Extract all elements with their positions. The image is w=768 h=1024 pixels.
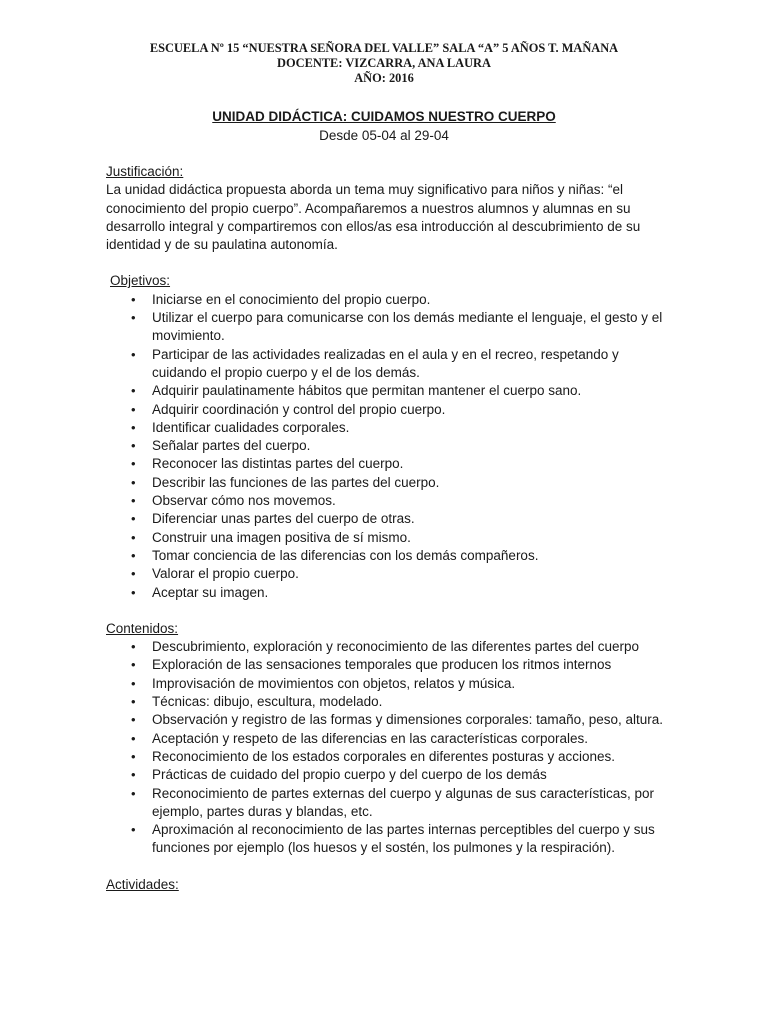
spacer: [106, 602, 676, 620]
unit-title-text: UNIDAD DIDÁCTICA: CUIDAMOS NUESTRO CUERPO: [212, 109, 556, 124]
list-item: • Tomar conciencia de las diferencias con los demás compañeros.: [106, 547, 676, 565]
list-item: • Adquirir paulatinamente hábitos que permitan mantener el cuerpo sano.: [106, 382, 676, 400]
list-item: • Aceptar su imagen.: [106, 584, 676, 602]
spacer: [106, 858, 676, 876]
year-line: AÑO: 2016: [354, 71, 414, 85]
list-item: • Técnicas: dibujo, escultura, modelado.: [106, 693, 676, 711]
list-item: • Valorar el propio cuerpo.: [106, 565, 676, 583]
list-item: • Describir las funciones de las partes del cuerpo.: [106, 474, 676, 492]
justificacion-text: La unidad didáctica propuesta aborda un tema muy significativo para niños y niñas: “el conocimiento del propio cuerpo”. Acompañaremos a nuestros alumnos y alumnas en su desarrollo integral y compartiremos con ellos/as esa introducción al descubrimiento de su identidad y de su paulatina autonomía.: [106, 182, 641, 253]
list-item: • Observación y registro de las formas y dimensiones corporales: tamaño, peso, altura.: [106, 711, 676, 729]
unit-title: [0, 108, 768, 126]
date-range: Desde 05-04 al 29-04: [319, 128, 449, 143]
actividades-heading: Actividades:: [106, 876, 179, 892]
list-item: • Reconocer las distintas partes del cuerpo.: [106, 455, 676, 473]
list-item: • Iniciarse en el conocimiento del propio cuerpo.: [106, 291, 676, 309]
document-body: [106, 163, 676, 894]
justificacion-heading: Justificación:: [106, 164, 184, 179]
list-item: • Improvisación de movimientos con objetos, relatos y música.: [106, 675, 676, 693]
list-item: • Prácticas de cuidado del propio cuerpo y del cuerpo de los demás: [106, 766, 676, 784]
spacer: [106, 254, 676, 272]
list-item: • Exploración de las sensaciones temporales que producen los ritmos internos: [106, 656, 676, 674]
list-item: • Identificar cualidades corporales.: [106, 419, 676, 437]
contenidos-list: [106, 638, 676, 858]
contenidos-heading: Contenidos:: [106, 620, 179, 636]
list-item: • Participar de las actividades realizadas en el aula y en el recreo, respetando y cuidando el propio cuerpo y el de los demás.: [106, 346, 676, 383]
school-line: ESCUELA Nº 15 “NUESTRA SEÑORA DEL VALLE” SALA “A” 5 AÑOS T. MAÑANA: [149, 41, 619, 55]
list-item: • Señalar partes del cuerpo.: [106, 437, 676, 455]
objetivos-list: [106, 291, 676, 602]
list-item: • Aproximación al reconocimiento de las partes internas perceptibles del cuerpo y sus funciones por ejemplo (los huesos y el sostén, los pulmones y la respiración).: [106, 821, 676, 858]
list-item: • Descubrimiento, exploración y reconocimiento de las diferentes partes del cuerpo: [106, 638, 676, 656]
list-item: • Reconocimiento de partes externas del cuerpo y algunas de sus características, por ejemplo, partes duras y blandas, etc.: [106, 785, 676, 822]
teacher-line: DOCENTE: VIZCARRA, ANA LAURA: [277, 56, 491, 70]
list-item: • Aceptación y respeto de las diferencias en las características corporales.: [106, 730, 676, 748]
list-item: • Adquirir coordinación y control del propio cuerpo.: [106, 401, 676, 419]
list-item: • Utilizar el cuerpo para comunicarse con los demás mediante el lenguaje, el gesto y el movimiento.: [106, 309, 676, 346]
list-item: • Diferenciar unas partes del cuerpo de otras.: [106, 510, 676, 528]
list-item: • Construir una imagen positiva de sí mismo.: [106, 529, 676, 547]
document-header: [0, 41, 768, 86]
objetivos-heading: Objetivos:: [110, 273, 171, 289]
list-item: • Reconocimiento de los estados corporales en diferentes posturas y acciones.: [106, 748, 676, 766]
list-item: • Observar cómo nos movemos.: [106, 492, 676, 510]
